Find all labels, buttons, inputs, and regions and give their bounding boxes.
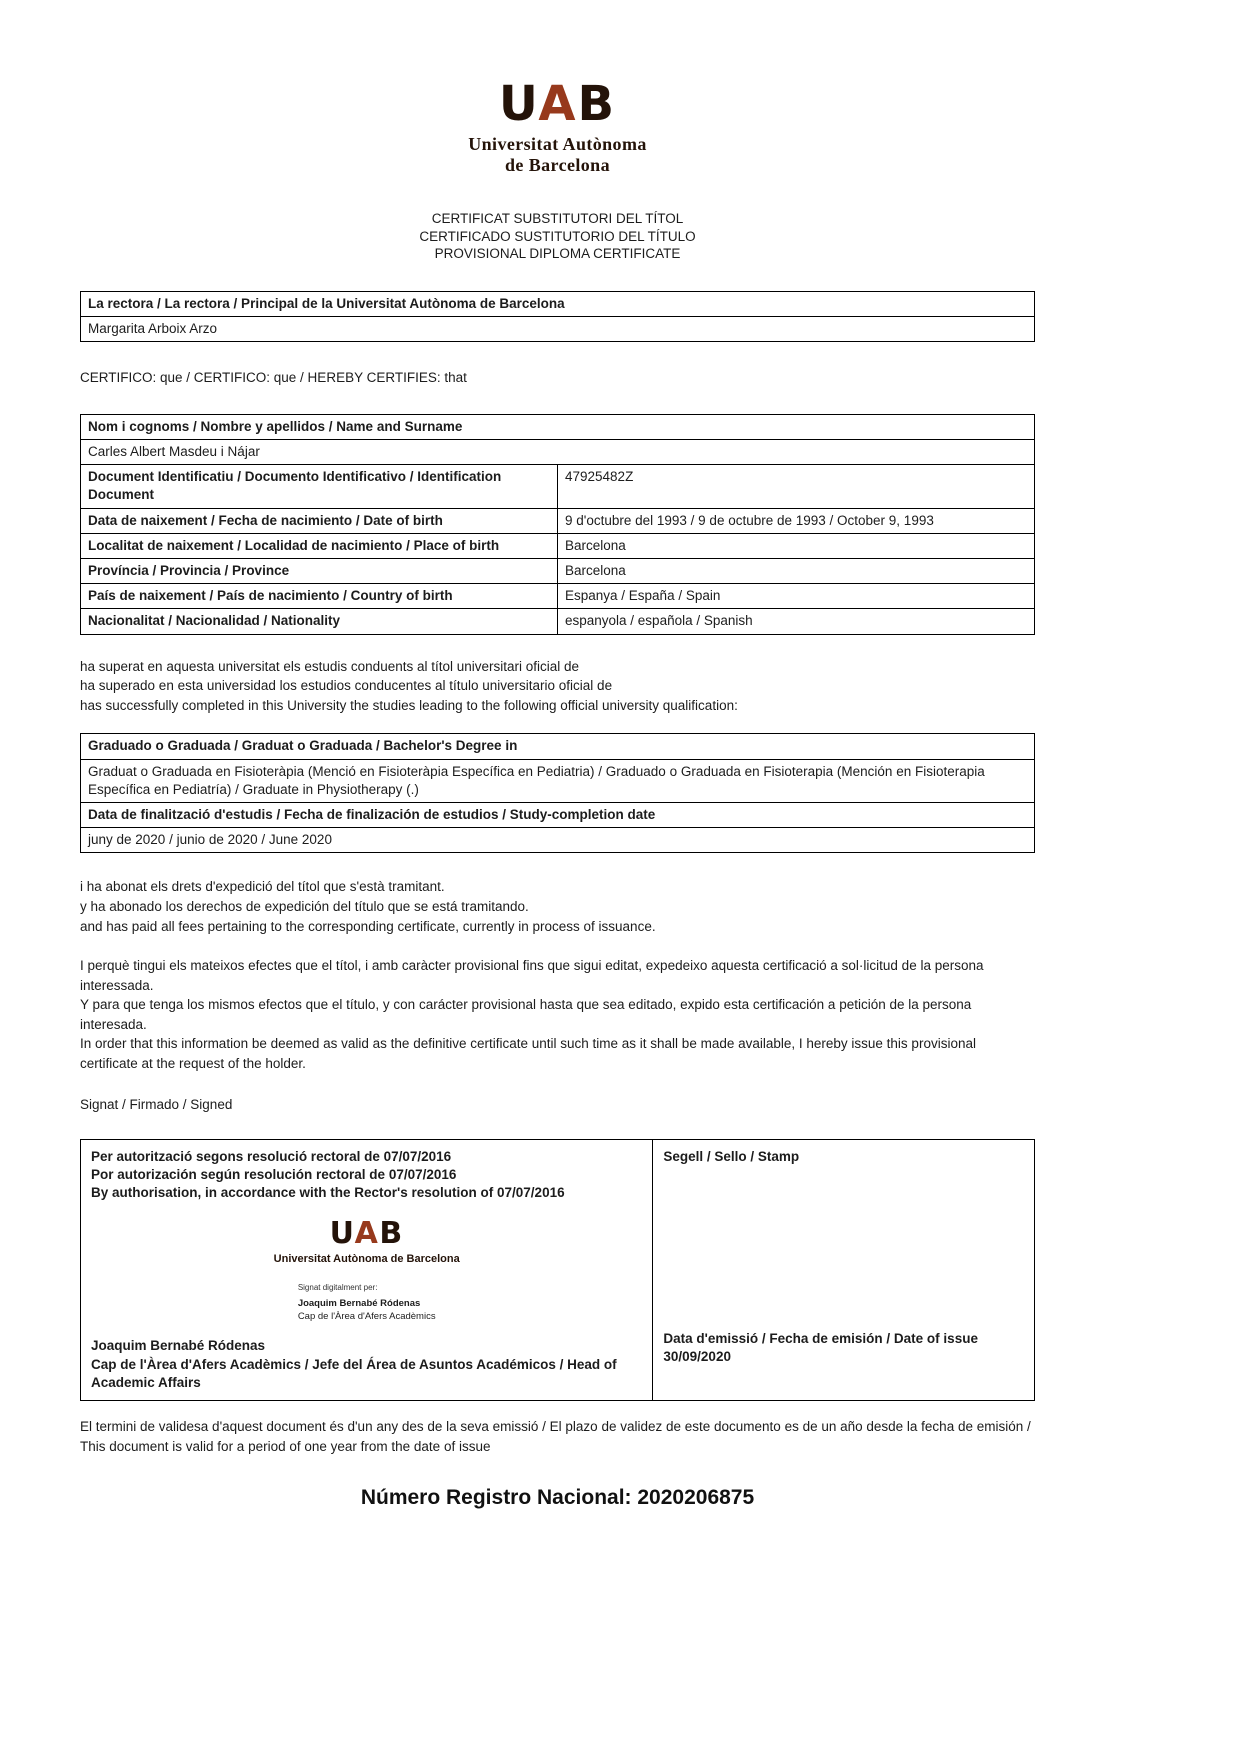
completion-date-value: juny de 2020 / junio de 2020 / June 2020 — [81, 828, 1035, 853]
person-name-value: Carles Albert Masdeu i Nájar — [81, 439, 1035, 464]
university-name-line1: Universitat Autònoma — [468, 134, 647, 154]
authorisation-spanish: Por autorización según resolución rectoral de 07/07/2016 — [91, 1167, 457, 1183]
authorisation-catalan: Per autorització segons resolució rectoral de 07/07/2016 — [91, 1149, 452, 1165]
signature-cell-content — [91, 1148, 642, 1392]
fees-paragraph — [80, 877, 1035, 936]
rector-table — [80, 291, 1035, 342]
digital-signature-text — [298, 1283, 436, 1324]
national-registry-number: Número Registro Nacional: 2020206875 — [360, 1486, 755, 1510]
stamp-cell-content — [663, 1148, 1024, 1392]
issue-date-label: Data d'emissió / Fecha de emisión / Date of issue — [663, 1330, 978, 1346]
person-row-value-id-document: 47925482Z — [558, 465, 1035, 508]
studies-intro-spanish: ha superado en esta universidad los estudios conducentes al título universitario oficial de — [80, 678, 613, 694]
fees-english: and has paid all fees pertaining to the corresponding certificate, currently in process of issuance. — [80, 918, 656, 934]
person-table — [80, 414, 1035, 635]
authorisation-lines — [91, 1148, 642, 1203]
person-row-value-country: Espanya / España / Spain — [558, 584, 1035, 609]
document-title-spanish: CERTIFICADO SUSTITUTORIO DEL TÍTULO — [419, 228, 696, 244]
digitally-signed-by-label: Signat digitalment per: — [297, 1282, 378, 1292]
validity-spanish: Y para que tenga los mismos efectos que el título, y con carácter provisional hasta que sea editado, expido esta certificación a petición de la persona interesada. — [80, 997, 972, 1032]
validity-catalan: I perquè tingui els mateixos efectes que el títol, i amb caràcter provisional fins que sigui editat, expedeixo aquesta certificació a sol·licitud de la persona interessada. — [80, 958, 984, 993]
uab-logo-small-caption: Universitat Autònoma de Barcelona — [273, 1252, 460, 1265]
logo-letter-b: B — [379, 1215, 404, 1251]
person-name-header: Nom i cognoms / Nombre y apellidos / Name and Surname — [81, 414, 1035, 439]
table-row — [81, 1140, 1035, 1401]
fees-spanish: y ha abonado los derechos de expedición del título que se está tramitando. — [80, 898, 529, 914]
table-row — [81, 533, 1035, 558]
table-row — [81, 465, 1035, 508]
certificate-content — [80, 76, 1035, 1510]
person-row-value-birth-date: 9 d'octubre del 1993 / 9 de octubre de 1993 / October 9, 1993 — [558, 508, 1035, 533]
issue-date-block — [663, 1330, 1024, 1366]
table-row — [81, 609, 1035, 634]
degree-table — [80, 733, 1035, 853]
rector-name: Margarita Arboix Arzo — [81, 316, 1035, 341]
signer-name: Joaquim Bernabé Ródenas — [91, 1338, 266, 1354]
signature-cell — [81, 1140, 653, 1401]
studies-intro-catalan: ha superat en aquesta universitat els estudis conduents al títol universitari oficial de — [80, 658, 580, 674]
table-row — [81, 439, 1035, 464]
table-row — [81, 558, 1035, 583]
person-row-value-province: Barcelona — [558, 558, 1035, 583]
rector-header: La rectora / La rectora / Principal de la Universitat Autònoma de Barcelona — [81, 291, 1035, 316]
person-row-label-birth-date: Data de naixement / Fecha de nacimiento / Date of birth — [81, 508, 558, 533]
signed-label: Signat / Firmado / Signed — [80, 1097, 233, 1113]
digital-signature-block — [91, 1215, 642, 1325]
document-validity-note: El termini de validesa d'aquest document és d'un any des de la seva emissió / El plazo de validez de este documento es de un año desde la fecha de emisión / This document is valid for a period of one year from the date of issue — [80, 1419, 1031, 1454]
logo-letter-a: A — [538, 76, 578, 132]
person-row-value-nationality: espanyola / española / Spanish — [558, 609, 1035, 634]
digital-signer-name: Joaquim Bernabé Ródenas — [297, 1298, 421, 1310]
person-row-label-province: Província / Provincia / Province — [81, 558, 558, 583]
table-row — [81, 828, 1035, 853]
signer-role: Cap de l'Àrea d'Afers Acadèmics / Jefe del Área de Asuntos Académicos / Head of Academic Affairs — [91, 1356, 617, 1390]
table-row — [81, 584, 1035, 609]
person-row-label-id-document: Document Identificatiu / Documento Identificativo / Identification Document — [81, 465, 558, 508]
table-row — [81, 414, 1035, 439]
issue-date-value: 30/09/2020 — [663, 1348, 731, 1364]
table-row — [81, 759, 1035, 802]
table-row — [81, 734, 1035, 759]
uab-logo-wordmark — [80, 76, 1035, 132]
person-row-label-birth-place: Localitat de naixement / Localidad de nacimiento / Place of birth — [81, 533, 558, 558]
person-row-label-nationality: Nacionalitat / Nacionalidad / Nationality — [81, 609, 558, 634]
uab-logo — [80, 76, 1035, 176]
logo-letter-u: U — [329, 1215, 355, 1251]
stamp-header: Segell / Sello / Stamp — [663, 1149, 800, 1165]
stamp-cell — [653, 1140, 1035, 1401]
document-title-catalan: CERTIFICAT SUBSTITUTORI DEL TÍTOL — [431, 211, 684, 226]
table-row — [81, 802, 1035, 827]
table-row — [81, 291, 1035, 316]
table-row — [81, 508, 1035, 533]
certifies-statement: CERTIFICO: que / CERTIFICO: que / HEREBY CERTIFIES: that — [80, 370, 467, 386]
digital-signer-role: Cap de l'Àrea d'Afers Acadèmics — [297, 1311, 436, 1323]
uab-logo-small — [91, 1215, 642, 1251]
signature-table — [80, 1139, 1035, 1401]
logo-letter-b: B — [577, 76, 617, 132]
university-name-line2: de Barcelona — [505, 155, 610, 175]
fees-catalan: i ha abonat els drets d'expedició del títol que s'està tramitant. — [80, 879, 445, 895]
completion-date-header: Data de finalització d'estudis / Fecha de finalización de estudios / Study-completion date — [81, 802, 1035, 827]
studies-intro-english: has successfully completed in this University the studies leading to the following official university qualification: — [80, 697, 738, 713]
degree-value: Graduat o Graduada en Fisioteràpia (Menció en Fisioteràpia Específica en Pediatria) / Graduado o Graduada en Fisioterapia (Mención en Fisioterapia Específica en Pediatría) / Graduate in Physiotherapy (.) — [81, 759, 1035, 802]
person-row-label-country: País de naixement / País de nacimiento / Country of birth — [81, 584, 558, 609]
document-title-english: PROVISIONAL DIPLOMA CERTIFICATE — [434, 246, 681, 262]
validity-english: In order that this information be deemed as valid as the definitive certificate until such time as it shall be made available, I hereby issue this provisional certificate at the request of the holder. — [80, 1036, 976, 1071]
validity-statement — [80, 956, 1035, 1073]
degree-header: Graduado o Graduada / Graduat o Graduada / Bachelor's Degree in — [81, 734, 1035, 759]
person-row-value-birth-place: Barcelona — [558, 533, 1035, 558]
authorisation-english: By authorisation, in accordance with the Rector's resolution of 07/07/2016 — [91, 1185, 565, 1201]
logo-letter-u: U — [498, 76, 539, 132]
studies-intro — [80, 657, 1035, 716]
logo-letter-a: A — [354, 1215, 380, 1251]
document-title — [80, 210, 1035, 263]
signer-identity — [91, 1337, 642, 1392]
table-row — [81, 316, 1035, 341]
